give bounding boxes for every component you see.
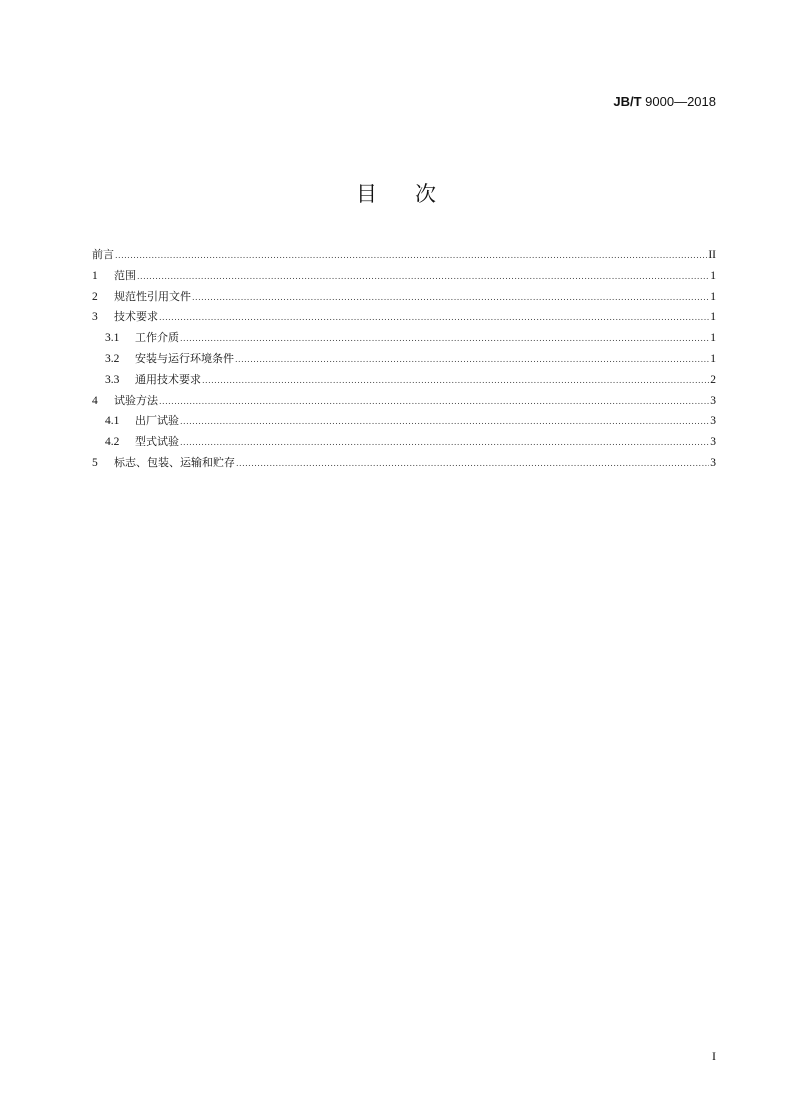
toc-entry-3-2[interactable] [92,350,716,371]
toc-entry-text: 工作介质 [135,331,179,345]
toc-entry-text: 规范性引用文件 [114,289,191,303]
dot-leader [236,459,709,468]
dot-leader [202,376,709,385]
dot-leader [159,397,709,406]
toc-entry-text: 出厂试验 [135,414,179,428]
dot-leader [159,313,709,322]
page-title: 目次 [356,182,474,206]
toc-entry-page: 1 [710,352,716,365]
toc-entry-number: 1 [92,269,98,282]
toc-entry-page: 3 [710,456,716,469]
toc-entry-4-2[interactable] [92,433,716,454]
toc-entry-page: 1 [710,332,716,345]
table-of-contents [92,246,716,475]
toc-entry-page: II [708,249,716,261]
toc-entry-number: 2 [92,290,98,303]
toc-entry-page: 3 [710,415,716,428]
toc-entry-page: 3 [710,436,716,449]
toc-entry-page: 1 [710,311,716,324]
toc-entry-3-1[interactable] [92,329,716,350]
toc-entry-foreword[interactable] [92,246,716,267]
dot-leader [235,355,709,364]
dot-leader [180,417,709,426]
toc-entry-text: 试验方法 [114,393,158,407]
standard-code-prefix: JB/T [613,94,642,109]
toc-entry-text: 范围 [114,268,136,282]
toc-entry-text: 技术要求 [114,310,158,324]
toc-entry-number: 4.1 [105,415,120,428]
page-number: I [712,1049,716,1063]
toc-entry-text: 型式试验 [135,435,179,449]
toc-entry-number: 3.2 [105,352,120,365]
toc-entry-page: 2 [710,373,716,386]
dot-leader [180,334,709,343]
toc-entry-3-3[interactable] [92,371,716,392]
dot-leader [180,438,709,447]
toc-entry-5[interactable] [92,454,716,475]
dot-leader [137,272,709,281]
toc-entry-2[interactable] [92,288,716,309]
toc-entry-page: 1 [710,290,716,303]
toc-entry-text: 前言 [92,248,114,261]
toc-entry-number: 3.1 [105,332,120,345]
toc-entry-number: 4 [92,394,98,407]
toc-entry-3[interactable] [92,308,716,329]
toc-entry-number: 3 [92,311,98,324]
toc-entry-page: 1 [710,269,716,282]
dot-leader [192,293,709,302]
toc-entry-text: 标志、包装、运输和贮存 [114,455,235,469]
toc-entry-page: 3 [710,394,716,407]
dot-leader [115,251,707,260]
toc-entry-number: 5 [92,456,98,469]
toc-entry-4-1[interactable] [92,412,716,433]
standard-code-number: 9000—2018 [645,94,716,109]
toc-entry-number: 3.3 [105,373,120,386]
toc-entry-4[interactable] [92,392,716,413]
toc-entry-text: 安装与运行环境条件 [135,351,234,365]
toc-entry-number: 4.2 [105,436,120,449]
toc-entry-1[interactable] [92,267,716,288]
toc-entry-text: 通用技术要求 [135,372,201,386]
standard-code [613,94,716,109]
